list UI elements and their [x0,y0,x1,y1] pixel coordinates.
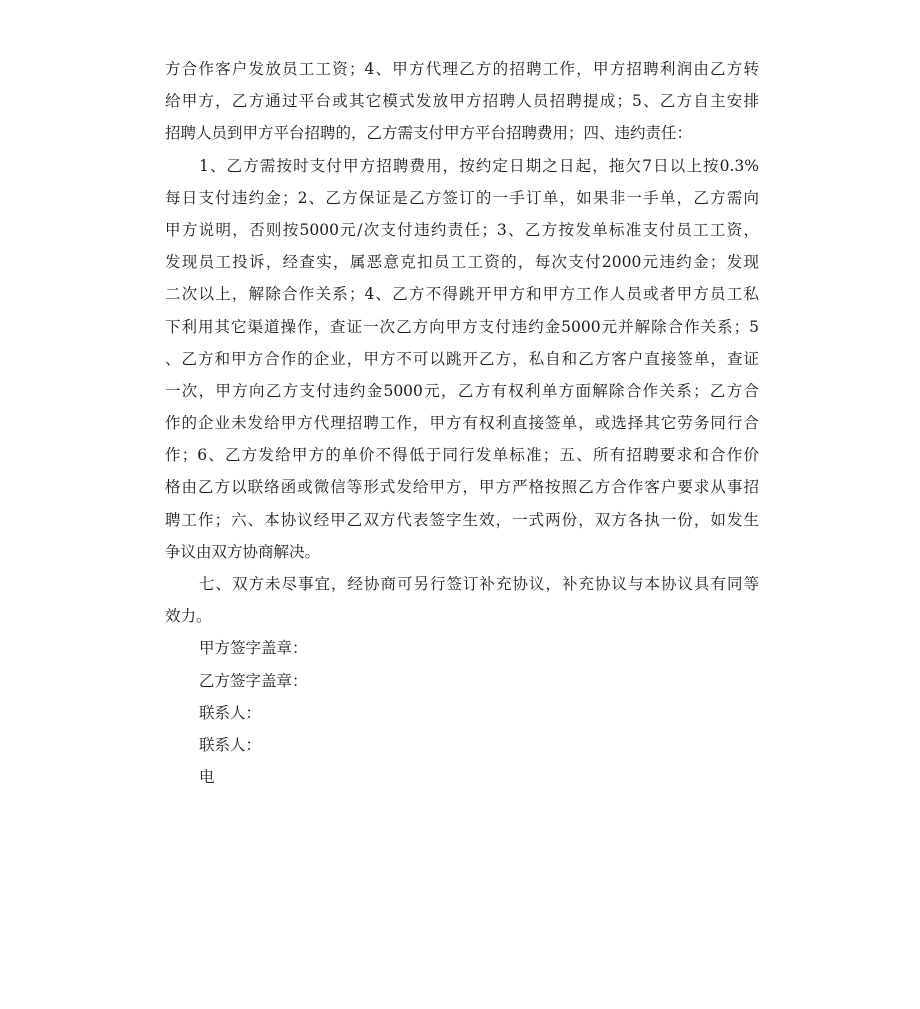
text-line: 一次，甲方向乙方支付违约金5000元，乙方有权利单方面解除合作关系；乙方合 [165,381,759,400]
party-a-signature-label: 甲方签字盖章： [199,639,308,658]
text-line: 下利用其它渠道操作，查证一次乙方向甲方支付违约金5000元并解除合作关系；5 [165,317,759,336]
text-line: 发现员工投诉，经查实，属恶意克扣员工工资的，每次支付2000元违约金；发现 [165,253,759,272]
text-line: 争议由双方协商解决。 [165,542,321,561]
contact-person-label: 联系人： [199,703,262,722]
text-line: 招聘人员到甲方平台招聘的，乙方需支付甲方平台招聘费用；四、违约责任： [165,124,693,143]
text-line: 给甲方，乙方通过平台或其它模式发放甲方招聘人员招聘提成；5、乙方自主安排 [165,92,759,111]
text-line: 聘工作；六、本协议经甲乙双方代表签字生效，一式两份，双方各执一份，如发生 [165,510,759,529]
text-line: 作；6、乙方发给甲方的单价不得低于同行发单标准；五、所有招聘要求和合作价 [165,446,759,465]
text-line: 二次以上，解除合作关系；4、乙方不得跳开甲方和甲方工作人员或者甲方员工私 [165,285,759,304]
text-line: 格由乙方以联络函或微信等形式发给甲方，甲方严格按照乙方合作客户要求从事招 [165,478,759,497]
document-body [165,53,759,793]
party-b-signature-label: 乙方签字盖章： [199,671,308,690]
text-line: 作的企业未发给甲方代理招聘工作，甲方有权利直接签单，或选择其它劳务同行合 [165,414,759,433]
contact-person-label: 联系人： [199,735,262,754]
phone-label: 电 [199,768,215,787]
text-line: 七、双方未尽事宜，经协商可另行签订补充协议，补充协议与本协议具有同等 [199,575,759,593]
text-line: 甲方说明，否则按5000元/次支付违约责任；3、乙方按发单标准支付员工工资， [165,220,759,239]
text-line: 方合作客户发放员工工资；4、甲方代理乙方的招聘工作，甲方招聘利润由乙方转 [165,60,759,78]
text-line: 每日支付违约金；2、乙方保证是乙方签订的一手订单，如果非一手单，乙方需向 [165,188,759,207]
text-line: 效力。 [165,607,212,626]
text-line: 、乙方和甲方合作的企业，甲方不可以跳开乙方，私自和乙方客户直接签单，查证 [165,349,759,368]
text-line: 1、乙方需按时支付甲方招聘费用，按约定日期之日起，拖欠7日以上按0.3% [199,156,759,175]
